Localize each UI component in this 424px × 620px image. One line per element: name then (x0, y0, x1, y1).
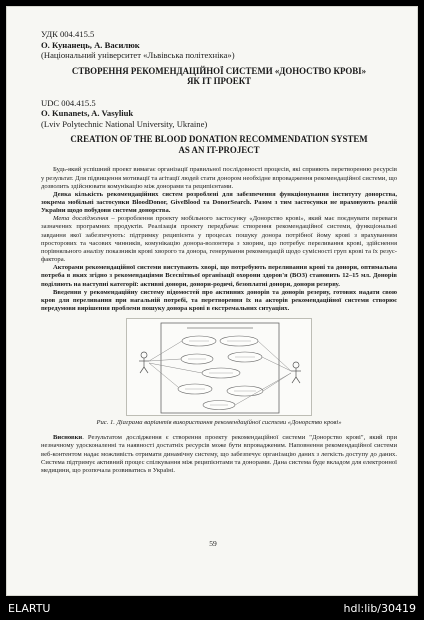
title-en-line2: AS AN IT-PROJECT (178, 144, 260, 155)
affiliation-ua: (Національний університет «Львівська політехніка») (41, 50, 235, 60)
goal-text: – розроблення проекту мобільного застосунку «Донорство крові», який має поєднувати переваги зазначених програмних продуктів. Реалізація проекту передбачає створення рекомендаційної системи, функціональні завдання якої забезпечують: підтримку реципієнта у процесах пошуку донора потрібної йому крові з врахуванням просторових та часових чинників, комунікацію донора-волонтера з хворим, що потребує переливання крові, здійснення порівняльного аналізу показників крові хворого та донора, генерування рекомендацій щодо сумісності груп крові та їх резус-фактора. (41, 215, 397, 264)
conclusions-text: . Результатом дослідження є створення проекту рекомендаційної системи "Донорство крові", який при незначному удосконаленні та наявності достатніх ресурсів може бути впровадженим. Наповнення рекомендаційної системи веб-контентом надає можливість отримати динамічну систему, що забезпечує організацію даних з легкість доступу до даних. Система підтримує активний процес спілкування між реципієнтами та донорами. Дана система буде вкладом для електронної медицини, що розпочала розвиватись в Україні. (41, 434, 397, 474)
title-ua-line1: СТВОРЕННЯ РЕКОМЕНДАЦІЙНОЇ СИСТЕМИ «ДОНОСТВО КРОВІ» (71, 65, 367, 76)
figure-caption: Рис. 1. Діаграма варіантів використання рекомендаційної системи «Донорство крові» (96, 419, 342, 427)
affiliation-en: (Lviv Polytechnic National University, Ukraine) (41, 118, 208, 129)
paragraph-existing-systems: Деяка кількість рекомендаційних систем розроблені для забезпечення функціонування інституту донорства, зокрема мобільні застосунки BloodDonor, GiveBlood та DonorSearch. Разом з тим застосунки не враховують реалій України щодо побудови системи донорства. (41, 190, 397, 215)
conclusions-lead: Висновки (53, 434, 83, 442)
use-case-diagram-graphic (127, 319, 313, 417)
udc-en: UDC 004.415.5 (41, 97, 96, 108)
title-en (41, 134, 397, 155)
repository-name: ELARTU (8, 602, 51, 615)
title-en-line1: CREATION OF THE BLOOD DONATION RECOMMENDATION SYSTEM (70, 134, 368, 145)
use-case-diagram (126, 318, 312, 416)
authors-en: O. Kunanets, A. Vasyliuk (41, 108, 134, 119)
handle-id: hdl:lib/30419 (343, 602, 416, 615)
udc-ua: УДК 004.415.5 (41, 29, 95, 39)
article-body (41, 166, 397, 475)
page-number: 59 (209, 539, 217, 548)
paper-content (41, 29, 397, 475)
goal-lead: Мета дослідження (53, 215, 109, 223)
paragraph-conclusions (41, 434, 397, 475)
ukrainian-header (41, 29, 397, 87)
paper-page (6, 6, 418, 596)
authors-ua: О. Кунанець, А. Василюк (41, 39, 140, 50)
actor-left-icon (139, 352, 149, 373)
title-ua (41, 66, 397, 87)
actor-right-icon (291, 362, 301, 383)
repository-footer (0, 598, 424, 620)
paragraph-actors: Акторами рекомендаційної системи виступають хворі, що потребують переливання крові та донори, оптимальна потреба в яких згідно з рекомендаціями Всесвітньої організації охорони здоров'я (ВОЗ) становить 12–15 мл. Донорів поділяють на наступні категорії: активні донори, донори-родичі, безоплатні донори, донори резерву. (41, 264, 397, 288)
english-header (41, 98, 397, 156)
paragraph-goal (41, 215, 397, 264)
paragraph-intro: Будь-який успішний проект вимагає організації правильної послідовності процесів, які сприяють перетворенню ресурсів у результат. Для підвищення мотивації та агітації людей стати донором необхідне впровадження рекомендаційної системи, що дозволить здійснювати комунікацію між донорами та реципієнтами. (41, 166, 397, 190)
title-ua-line2: ЯК ІТ ПРОЕКТ (186, 76, 252, 87)
paragraph-donor-input: Введення у рекомендаційну систему відомостей про активних донорів та донорів резерву, готових надати свою кров для переливання при нагальній потребі, та перетворення їх на акторів рекомендаційної системи створює передумови вирішення проблеми пошуку донора крові в екстремальних ситуаціях. (41, 288, 397, 313)
